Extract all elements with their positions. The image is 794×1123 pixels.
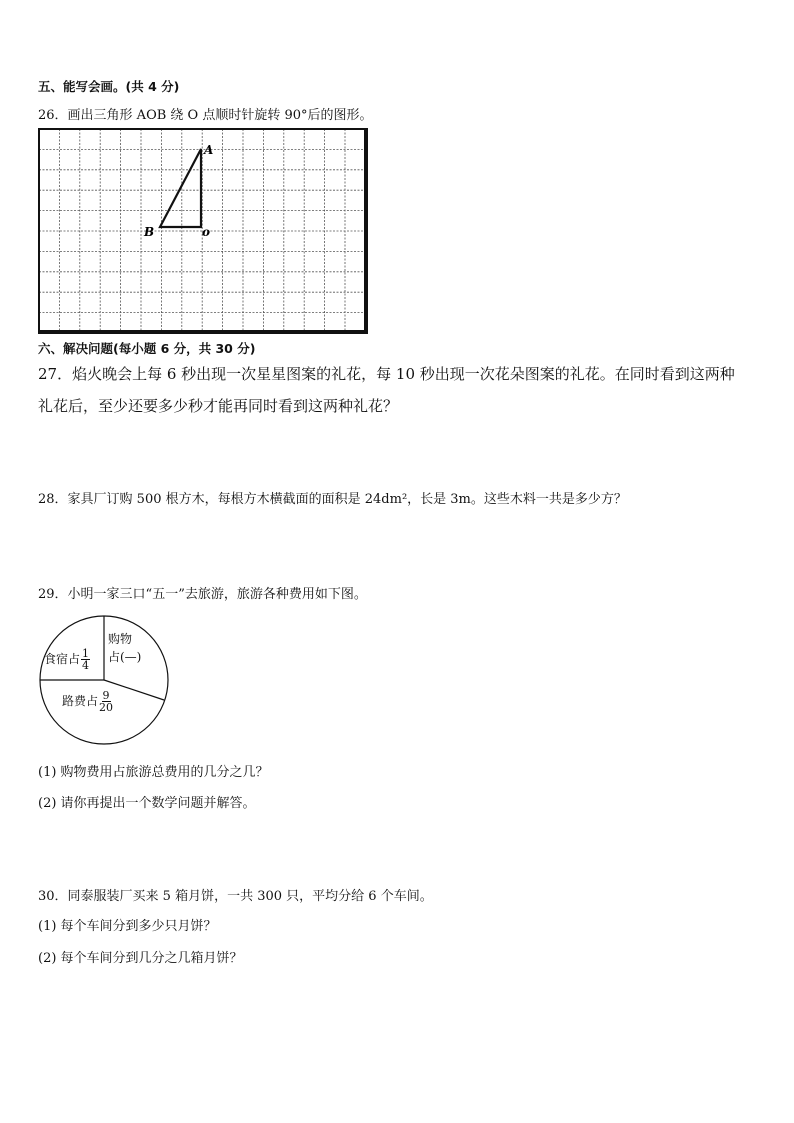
question-30-sub-2: (2) 每个车间分到几分之几箱月饼？ — [38, 951, 243, 966]
section-6-title: 六、解决问题(每小题 6 分，共 30 分) — [38, 341, 256, 356]
shopping-label-line-1: 购物 — [108, 632, 133, 646]
question-30-sub-1: (1) 每个车间分到多少只月饼？ — [38, 919, 217, 934]
food-fraction-numerator: 1 — [82, 647, 90, 660]
rotation-grid-figure — [38, 128, 368, 334]
question-27-line-2: 礼花后，至少还要多少秒才能再同时看到这两种礼花？ — [38, 397, 399, 415]
shopping-label-line-2: 占(—) — [108, 650, 142, 664]
food-label-text: 食宿占 — [44, 652, 81, 666]
pie-label-travel — [62, 690, 113, 713]
travel-fraction — [99, 690, 113, 713]
question-27-line-1: 27．焰火晚会上每 6 秒出现一次星星图案的礼花，每 10 秒出现一次花朵图案的礼花。在同时看到这两种 — [38, 365, 735, 383]
travel-label-text: 路费占 — [62, 694, 99, 708]
expense-pie-chart — [36, 612, 172, 748]
question-29-sub-1: (1) 购物费用占旅游总费用的几分之几？ — [38, 765, 269, 780]
pie-label-shopping — [108, 630, 141, 666]
travel-fraction-denominator: 20 — [99, 701, 114, 714]
travel-fraction-numerator: 9 — [102, 689, 110, 702]
question-29-text: 29．小明一家三口“五一”去旅游，旅游各种费用如下图。 — [38, 587, 367, 602]
question-29-sub-2: (2) 请你再提出一个数学问题并解答。 — [38, 796, 256, 811]
vertex-o-label: o — [202, 225, 211, 239]
question-30-text: 30．同泰服装厂买来 5 箱月饼，一共 300 只，平均分给 6 个车间。 — [38, 889, 433, 904]
vertex-b-label: B — [144, 225, 155, 239]
question-26-text: 26．画出三角形 AOB 绕 O 点顺时针旋转 90°后的图形。 — [38, 108, 373, 123]
food-fraction-denominator: 4 — [82, 659, 90, 672]
food-fraction — [81, 648, 90, 671]
vertex-a-label: A — [204, 143, 214, 157]
question-28-text: 28．家具厂订购 500 根方木，每根方木横截面的面积是 24dm²，长是 3m。这些木料一共是多少方？ — [38, 492, 627, 507]
section-5-title: 五、能写会画。(共 4 分) — [38, 79, 180, 94]
pie-label-food — [44, 648, 90, 671]
